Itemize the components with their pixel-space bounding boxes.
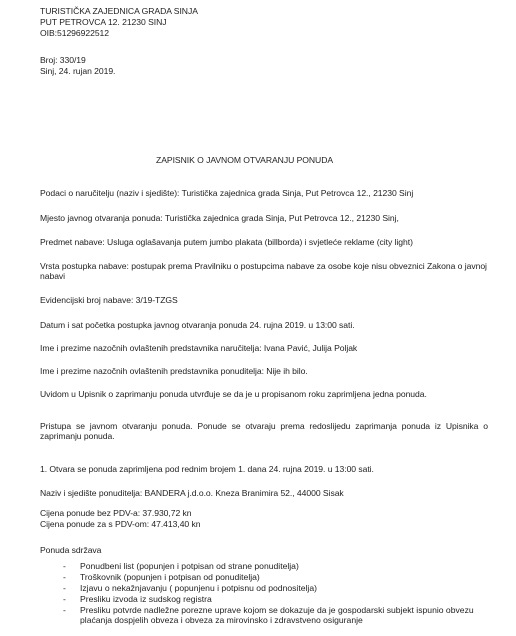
price-with-vat: Cijena ponude za s PDV-om: 47.413,40 kn bbox=[40, 519, 201, 529]
contents-heading: Ponuda sdržava bbox=[40, 545, 102, 555]
list-item-text: Presliku potvrde nadležne porezne uprave kojom se dokazuje da je gospodarski subjekt ispunio obvezu plaćanja dospjelih obveza i obveza za mirovinsko i zdravstveno osiguranje bbox=[80, 605, 474, 625]
bid-opening-line: 1. Otvara se ponuda zaprimljena pod rednim brojem 1. dana 24. rujna 2019. u 13:00 sati. bbox=[40, 464, 374, 474]
record-number: Evidencijski broj nabave: 3/19-TZGS bbox=[40, 295, 178, 305]
document-title: ZAPISNIK O JAVNOM OTVARANJU PONUDA bbox=[156, 155, 334, 165]
document-number: Broj: 330/19 bbox=[40, 55, 86, 65]
register-check: Uvidom u Upisnik o zaprimanju ponuda utvrđuje se da je u propisanom roku zaprimljena jedna ponuda. bbox=[40, 389, 427, 399]
bullet-dash: - bbox=[63, 594, 66, 604]
org-address: PUT PETROVCA 12. 21230 SINJ bbox=[40, 17, 167, 27]
procedure-type: Vrsta postupka nabave: postupak prema Pravilniku o postupcima nabave za osobe koje nisu obveznici Zakona o javnoj nabavi bbox=[40, 261, 487, 281]
org-name: TURISTIČKA ZAJEDNICA GRADA SINJA bbox=[40, 6, 198, 16]
bidder-representatives: Ime i prezime nazočnih ovlaštenih predstavnika ponuditelja: Nije ih bilo. bbox=[40, 366, 308, 376]
bullet-dash: - bbox=[63, 572, 66, 582]
bullet-dash: - bbox=[63, 605, 66, 615]
authority-representatives: Ime i prezime nazočnih ovlaštenih predstavnika naručitelja: Ivana Pavić, Julija Poljak bbox=[40, 343, 358, 353]
contracting-authority: Podaci o naručitelju (naziv i sjedište): Turistička zajednica grada Sinja, Put Petrovca 12., 21230 Sinj bbox=[40, 188, 414, 198]
start-datetime: Datum i sat početka postupka javnog otvaranja ponuda 24. rujna 2019. u 13:00 sati. bbox=[40, 320, 355, 330]
opening-place: Mjesto javnog otvaranja ponuda: Turistička zajednica grada Sinja, Put Petrovca 12., 21230 Sinj, bbox=[40, 213, 399, 223]
procurement-subject: Predmet nabave: Usluga oglašavanja putem jumbo plakata (billborda) i svjetleće reklame (city light) bbox=[40, 237, 413, 247]
place-date: Sinj, 24. rujan 2019. bbox=[40, 66, 116, 76]
org-oib: OIB:51296922512 bbox=[40, 28, 110, 38]
bidder-name: Naziv i sjedište ponuditelja: BANDERA j.d.o.o. Kneza Branimira 52., 44000 Sisak bbox=[40, 488, 344, 498]
price-without-vat: Cijena ponude bez PDV-a: 37.930,72 kn bbox=[40, 508, 192, 518]
list-item-text: Izjavu o nekažnjavanju ( popunjenu i potpisnu od podnositelja) bbox=[80, 583, 317, 593]
bullet-dash: - bbox=[63, 561, 66, 571]
list-item-text: Troškovnik (popunjen i potpisan od ponuditelja) bbox=[80, 572, 260, 582]
opening-intro: Pristupa se javnom otvaranju ponuda. Ponude se otvaraju prema redoslijedu zaprimanja ponuda iz Upisnika o zaprimanju ponuda. bbox=[40, 421, 488, 441]
list-item-text: Presliku izvoda iz sudskog registra bbox=[80, 594, 212, 604]
list-item-text: Ponudbeni list (popunjen i potpisan od strane ponuditelja) bbox=[80, 561, 299, 571]
bullet-dash: - bbox=[63, 583, 66, 593]
